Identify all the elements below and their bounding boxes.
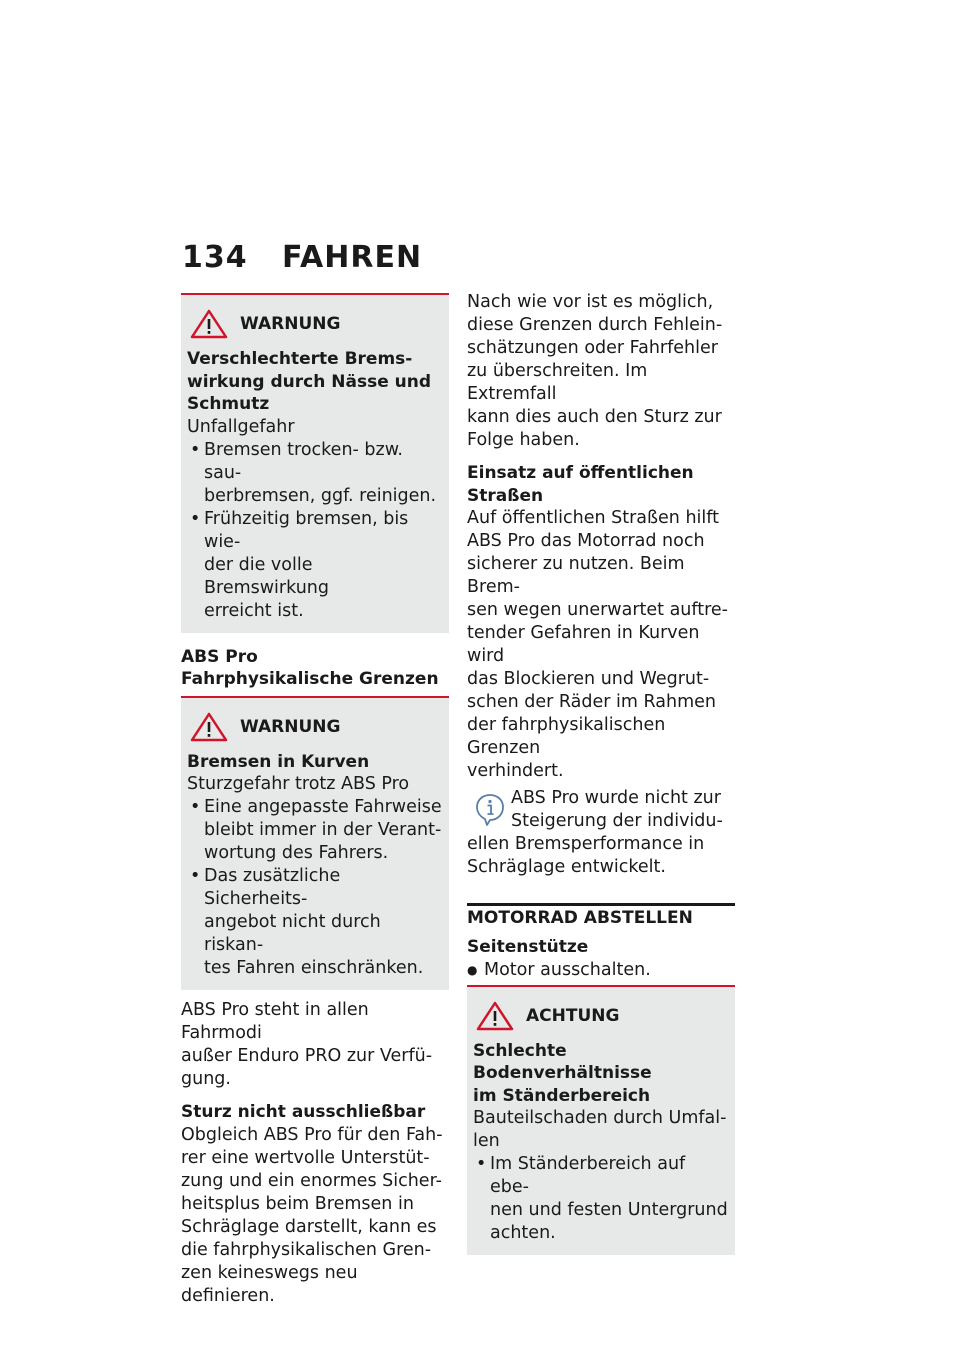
info-icon	[475, 793, 505, 827]
caution-bullets	[473, 1153, 729, 1245]
bullet-item: • Das zusätzliche Sicherheits- angebot nicht durch riskan- tes Fahren einschränken.	[187, 865, 443, 980]
bullet-item: • Bremsen trocken- bzw. sau- berbremsen, ggf. reinigen.	[187, 439, 443, 508]
warning-heading: Bremsen in Kurven	[187, 751, 370, 772]
page-header	[182, 240, 422, 275]
paragraph-limits: Nach wie vor ist es möglich, diese Grenzen durch Fehlein- schätzungen oder Fahrfehler zu überschreiten. Im Extremfall kann dies auch den Sturz zur Folge haben.	[467, 292, 723, 450]
left-column	[181, 293, 449, 1308]
warning-box-wet-brakes	[181, 293, 449, 633]
warning-heading	[187, 348, 443, 416]
info-note: ABS Pro wurde nicht zur Steigerung der individu- ellen Bremsperformance in Schräglage entwickelt.	[467, 788, 723, 877]
heading-line: Schmutz	[187, 394, 270, 414]
bullet-item: • Frühzeitig bremsen, bis wie- der die volle Bremswirkung erreicht ist.	[187, 508, 443, 623]
caution-box-ground	[467, 985, 735, 1256]
section-heading-public-roads: Einsatz auf öffentlichen Straßen	[467, 463, 694, 506]
warning-triangle-icon	[476, 1001, 514, 1031]
warning-bullets	[187, 796, 443, 980]
warning-triangle-icon	[190, 309, 228, 339]
step-item: ● Motor ausschalten.	[467, 959, 735, 982]
bullet-item: • Eine angepasste Fahrweise bleibt immer in der Verant- wortung des Fahrers.	[187, 796, 443, 865]
bullet-item: • Im Ständerbereich auf ebe- nen und festen Untergrund achten.	[473, 1153, 729, 1245]
paragraph-abs-modes: ABS Pro steht in allen Fahrmodi außer Enduro PRO zur Verfü- gung.	[181, 1000, 433, 1089]
section-heading-sturz: Sturz nicht ausschließbar	[181, 1102, 426, 1122]
caution-heading: Schlechte Bodenverhältnisse im Ständerbereich	[473, 1040, 652, 1106]
warning-subtitle: Sturzgefahr trotz ABS Pro	[187, 774, 410, 794]
caution-label: ACHTUNG	[526, 1005, 620, 1026]
section-heading-abs-pro: ABS Pro Fahrphysikalische Grenzen	[181, 646, 439, 689]
warning-box-curves	[181, 696, 449, 991]
heading-line: Verschlechterte Brems-	[187, 349, 413, 369]
paragraph-public-roads: Auf öffentlichen Straßen hilft ABS Pro das Motorrad noch sicherer zu nutzen. Beim Brem- sen wegen unerwartet auftre- tender Gefahren in Kurven wird das Blockieren und Wegrut- schen der Räder im Rahmen der fahrphysikalischen Grenzen verhindert.	[467, 508, 728, 781]
warning-subtitle: Unfallgefahr	[187, 416, 295, 437]
heading-line: wirkung durch Nässe und	[187, 371, 432, 392]
warning-triangle-icon	[190, 712, 228, 742]
paragraph-sturz: Obgleich ABS Pro für den Fah- rer eine wertvolle Unterstüt- zung und ein enormes Sicher- heitsplus beim Bremsen in Schräglage darstellt, kann es die fahrphysikalischen Gren- zen keineswegs neu definieren.	[181, 1124, 443, 1306]
right-column	[467, 291, 735, 1255]
step-list	[467, 959, 735, 982]
warning-label: WARNUNG	[240, 314, 341, 334]
section-heading-side-stand: Seitenstütze	[467, 937, 589, 957]
warning-label: WARNUNG	[240, 716, 341, 737]
warning-bullets	[187, 439, 443, 623]
page-title: FAHREN	[282, 240, 423, 275]
section-title-park: MOTORRAD ABSTELLEN	[467, 903, 735, 928]
page-number: 134	[182, 240, 248, 275]
caution-subtitle: Bauteilschaden durch Umfal- len	[473, 1108, 727, 1151]
